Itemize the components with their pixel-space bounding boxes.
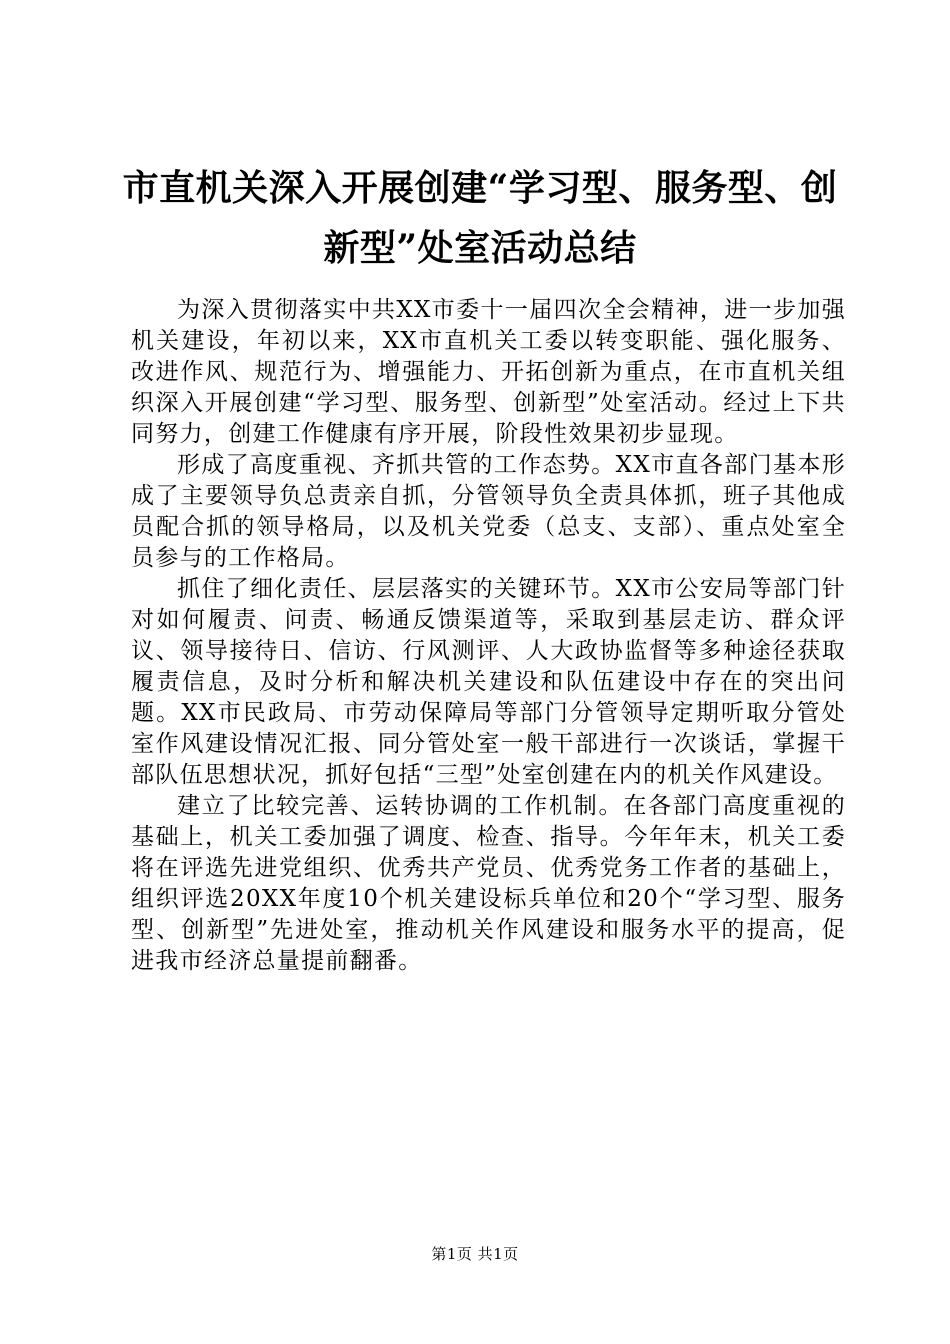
paragraph-work-mechanism: 建立了比较完善、运转协调的工作机制。在各部门高度重视的基础上，机关工委加强了调度、检查、指导。今年年末，机关工委将在评选先进党组织、优秀共产党员、优秀党务工作者的基础上，组织评选20XX年度10个机关建设标兵单位和20个“学习型、服务型、创新型”先进处室，推动机关作风建设和服务水平的提高，促进我市经济总量提前翻番。 <box>131 793 846 974</box>
document-title: 市直机关深入开展创建“学习型、服务型、创新型”处室活动总结 <box>122 167 838 269</box>
paragraph-key-links: 抓住了细化责任、层层落实的关键环节。XX市公安局等部门针对如何履责、问责、畅通反馈渠道等，采取到基层走访、群众评议、领导接待日、信访、行风测评、人大政协监督等多种途径获取履责信息，及时分析和解决机关建设和队伍建设中存在的突出问题。XX市民政局、市劳动保障局等部门分管领导定期听取分管处室作风建设情况汇报、同分管处室一般干部进行一次谈话，掌握干部队伍思想状况，抓好包括“三型”处室创建在内的机关作风建设。 <box>131 576 846 788</box>
paragraph-intro: 为深入贯彻落实中共XX市委十一届四次全会精神，进一步加强机关建设，年初以来，XX市直机关工委以转变职能、强化服务、改进作风、规范行为、增强能力、开拓创新为重点，在市直机关组织深入开展创建“学习型、服务型、创新型”处室活动。经过上下共同努力，创建工作健康有序开展，阶段性效果初步显现。 <box>131 297 846 447</box>
document-body <box>131 295 846 977</box>
paragraph-work-situation: 形成了高度重视、齐抓共管的工作态势。XX市直各部门基本形成了主要领导负总责亲自抓，分管领导负全责具体抓，班子其他成员配合抓的领导格局，以及机关党委（总支、支部）、重点处室全员参与的工作格局。 <box>131 452 846 571</box>
page-footer: 第1页 共1页 <box>431 1245 519 1263</box>
